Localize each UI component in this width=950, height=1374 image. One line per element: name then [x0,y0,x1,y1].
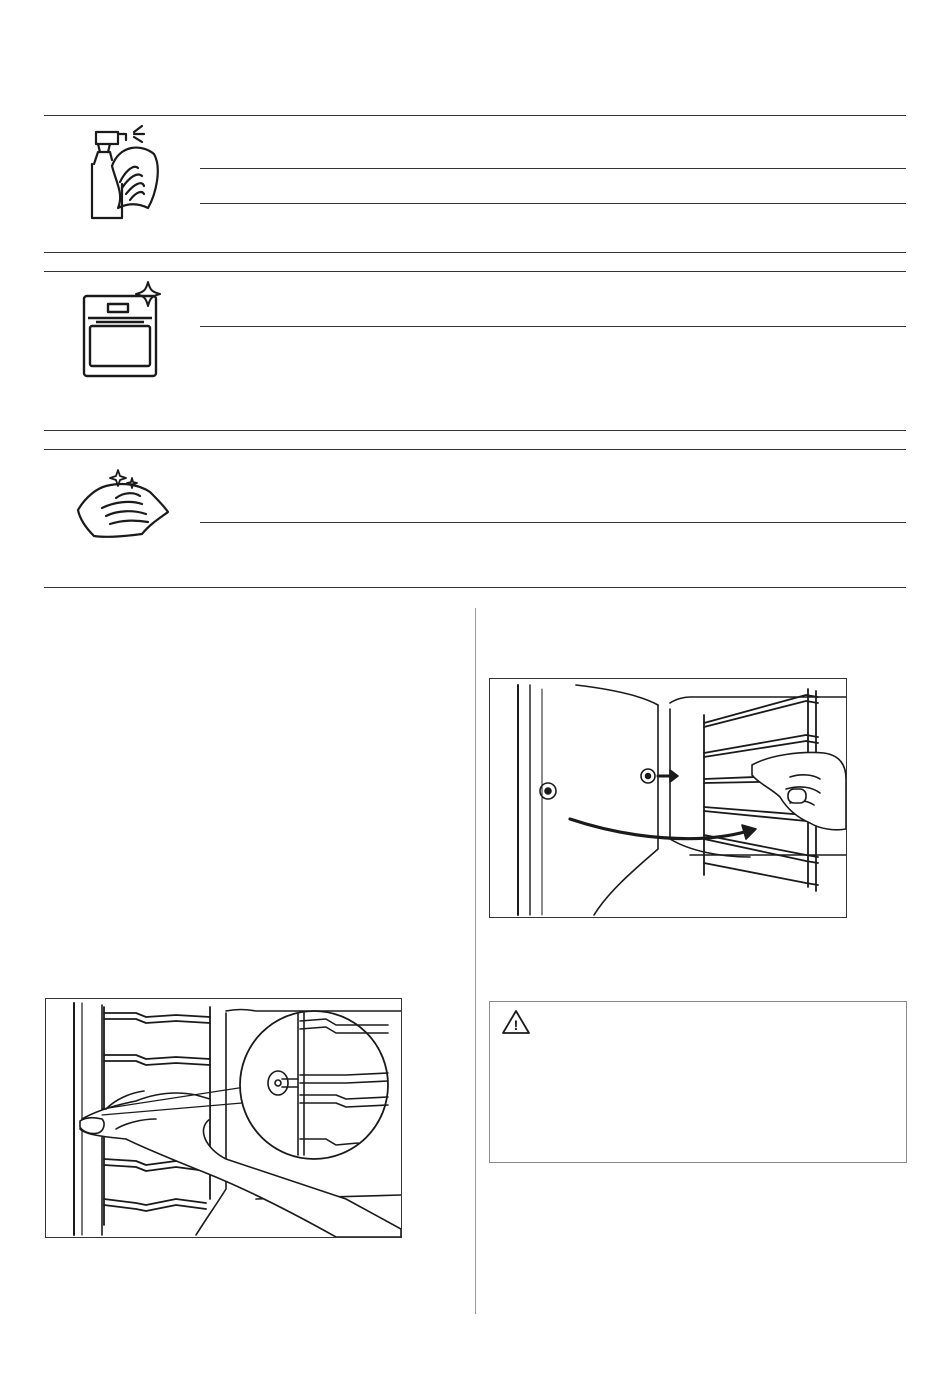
row-divider [200,203,906,204]
spray-bottle-cloth-icon [76,124,166,222]
table-top-border [44,115,906,116]
oven-sparkle-icon [80,280,166,380]
table-top-border [44,449,906,450]
shelf-support-install-illustration [489,678,847,918]
table-row-border [44,252,906,253]
column-divider [475,608,476,1314]
table-bottom-border [44,587,906,588]
row-divider [200,326,906,327]
hands-cloth-sparkle-icon [72,462,172,544]
row-divider [200,168,906,169]
shelf-support-detail-illustration [45,998,402,1238]
table-row-border [44,430,906,431]
table-top-border [44,271,906,272]
warning-box [489,1001,907,1163]
warning-symbol: ! [513,1017,519,1033]
warning-triangle-icon [501,1009,531,1035]
row-divider [200,522,906,523]
